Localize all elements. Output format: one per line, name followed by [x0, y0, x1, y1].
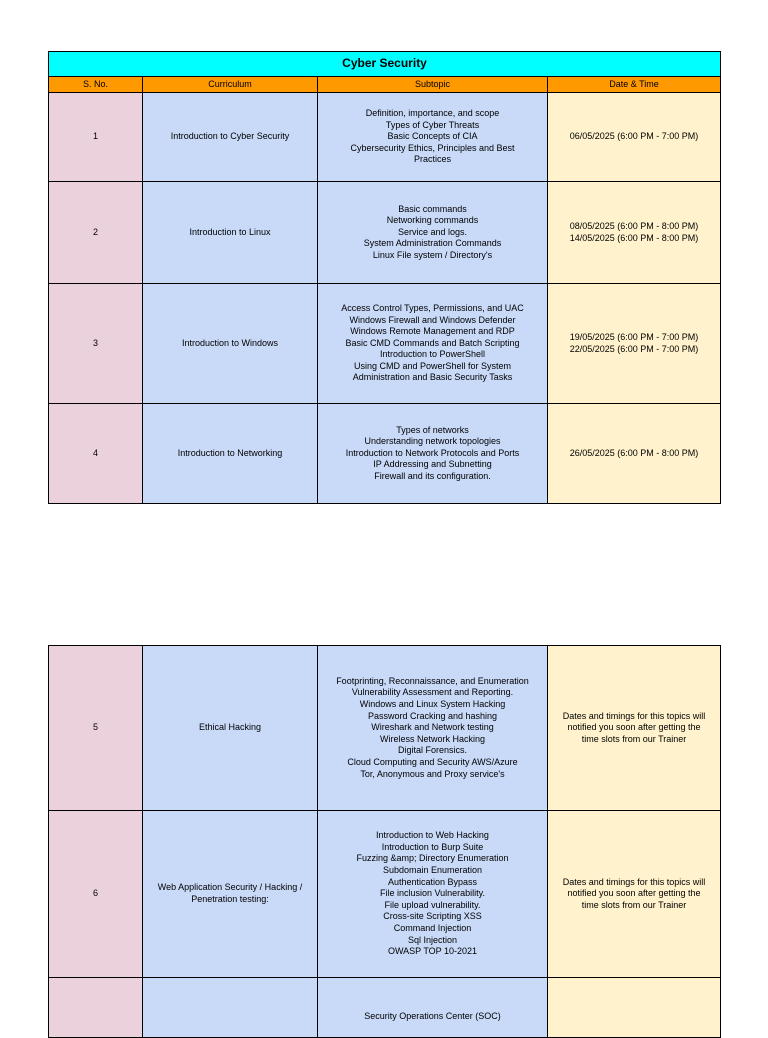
cell-subtopics — [318, 93, 548, 182]
table-row — [49, 404, 721, 504]
date-line: notified you soon after getting the — [567, 722, 701, 733]
cell-sno: 1 — [49, 93, 143, 182]
subtopic-line: Command Injection — [393, 922, 472, 933]
cell-sno: 6 — [49, 811, 143, 978]
cell-subtopics — [318, 646, 548, 811]
date-line: notified you soon after getting the — [567, 888, 701, 899]
subtopic-line: Windows Firewall and Windows Defender — [349, 314, 516, 325]
subtopic-line: System Administration Commands — [363, 238, 502, 249]
cell-datetime — [548, 811, 721, 978]
subtopic-line: Networking commands — [386, 215, 479, 226]
subtopic-line: Tor, Anonymous and Proxy service's — [360, 768, 505, 779]
header-subtopic: Subtopic — [318, 77, 548, 93]
date-line: 22/05/2025 (6:00 PM - 7:00 PM) — [569, 343, 699, 354]
subtopic-line: Introduction to Network Protocols and Ports — [345, 447, 520, 458]
cell-datetime — [548, 93, 721, 182]
date-line: 08/05/2025 (6:00 PM - 8:00 PM) — [569, 220, 699, 231]
cell-sno: 3 — [49, 284, 143, 404]
cell-datetime — [548, 978, 721, 1038]
cell-sno: 2 — [49, 182, 143, 284]
subtopic-line: Authentication Bypass — [387, 876, 478, 887]
subtopic-line: Understanding network topologies — [364, 436, 501, 447]
curriculum-table — [48, 51, 721, 504]
subtopic-line: Security Operations Center (SOC) — [364, 1011, 501, 1021]
subtopic-line: Introduction to PowerShell — [379, 349, 486, 360]
cell-curriculum: Ethical Hacking — [143, 646, 318, 811]
table-row — [49, 284, 721, 404]
table-row — [49, 182, 721, 284]
subtopic-line: Linux File system / Directory's — [372, 249, 493, 260]
cell-curriculum: Introduction to Networking — [143, 404, 318, 504]
cell-subtopics — [318, 284, 548, 404]
cell-curriculum: Introduction to Linux — [143, 182, 318, 284]
cell-sno — [49, 978, 143, 1038]
cell-curriculum: Introduction to Windows — [143, 284, 318, 404]
cell-subtopics — [318, 811, 548, 978]
cell-curriculum — [143, 978, 318, 1038]
date-line: Dates and timings for this topics will — [562, 876, 706, 887]
curriculum-line: Penetration testing: — [191, 894, 269, 904]
subtopic-line: Cross-site Scripting XSS — [383, 911, 482, 922]
subtopic-line: Footprinting, Reconnaissance, and Enumeration — [336, 675, 529, 686]
cell-datetime — [548, 646, 721, 811]
date-line: time slots from our Trainer — [581, 899, 687, 910]
subtopic-line: Basic Concepts of CIA — [387, 131, 478, 142]
cell-datetime — [548, 404, 721, 504]
date-line: time slots from our Trainer — [581, 733, 687, 744]
cell-subtopics — [318, 404, 548, 504]
subtopic-line: Using CMD and PowerShell for System — [353, 360, 512, 371]
cell-datetime — [548, 284, 721, 404]
header-sno: S. No. — [49, 77, 143, 93]
subtopic-line: Windows Remote Management and RDP — [350, 326, 515, 337]
date-line: 14/05/2025 (6:00 PM - 8:00 PM) — [569, 232, 699, 243]
subtopic-line: Firewall and its configuration. — [374, 470, 491, 481]
subtopic-line: Definition, importance, and scope — [365, 108, 500, 119]
table-row — [49, 646, 721, 811]
cell-subtopics — [318, 978, 548, 1038]
subtopic-line: Vulnerability Assessment and Reporting. — [351, 687, 514, 698]
cell-curriculum: Introduction to Cyber Security — [143, 93, 318, 182]
curriculum-line: Web Application Security / Hacking / — [157, 882, 303, 893]
subtopic-line: Wireless Network Hacking — [379, 733, 486, 744]
cell-datetime — [548, 182, 721, 284]
subtopic-line: File inclusion Vulnerability. — [379, 888, 486, 899]
subtopic-line: IP Addressing and Subnetting — [373, 459, 492, 470]
subtopic-line: Types of Cyber Threats — [385, 119, 480, 130]
date-line: 19/05/2025 (6:00 PM - 7:00 PM) — [569, 331, 699, 342]
subtopic-line: Practices — [413, 154, 451, 165]
date-line: Dates and timings for this topics will — [562, 710, 706, 721]
subtopic-line: Cloud Computing and Security AWS/Azure — [347, 756, 518, 767]
subtopic-line: Types of networks — [396, 424, 469, 435]
cell-subtopics — [318, 182, 548, 284]
subtopic-line: Digital Forensics. — [397, 745, 468, 756]
header-datetime: Date & Time — [548, 77, 721, 93]
subtopic-line: Sql Injection — [407, 934, 458, 945]
subtopic-line: Subdomain Enumeration — [382, 865, 483, 876]
subtopic-line: Service and logs. — [397, 226, 468, 237]
subtopic-line: Basic CMD Commands and Batch Scripting — [345, 337, 520, 348]
table-row — [49, 978, 721, 1038]
table-title: Cyber Security — [49, 52, 721, 77]
date-line: 26/05/2025 (6:00 PM - 8:00 PM) — [569, 447, 699, 458]
cell-sno: 5 — [49, 646, 143, 811]
subtopic-line: Fuzzing &amp; Directory Enumeration — [356, 853, 509, 864]
subtopic-line: Password Cracking and hashing — [367, 710, 498, 721]
subtopic-line: Administration and Basic Security Tasks — [352, 372, 513, 383]
cell-sno: 4 — [49, 404, 143, 504]
table-row — [49, 93, 721, 182]
subtopic-line: Access Control Types, Permissions, and UAC — [341, 302, 524, 313]
subtopic-line: Introduction to Web Hacking — [376, 830, 489, 841]
subtopic-line: File upload vulnerability. — [384, 899, 481, 910]
header-curriculum: Curriculum — [143, 77, 318, 93]
cell-curriculum — [143, 811, 318, 978]
date-line: 06/05/2025 (6:00 PM - 7:00 PM) — [569, 131, 699, 142]
curriculum-table-continued — [48, 645, 721, 1038]
table-row — [49, 811, 721, 978]
subtopic-line: Introduction to Burp Suite — [381, 841, 484, 852]
subtopic-line: Cybersecurity Ethics, Principles and Best — [350, 142, 515, 153]
subtopic-line: Basic commands — [398, 203, 467, 214]
subtopic-line: Windows and Linux System Hacking — [359, 699, 506, 710]
subtopic-line: Wireshark and Network testing — [371, 722, 494, 733]
subtopic-line: OWASP TOP 10-2021 — [387, 946, 478, 957]
